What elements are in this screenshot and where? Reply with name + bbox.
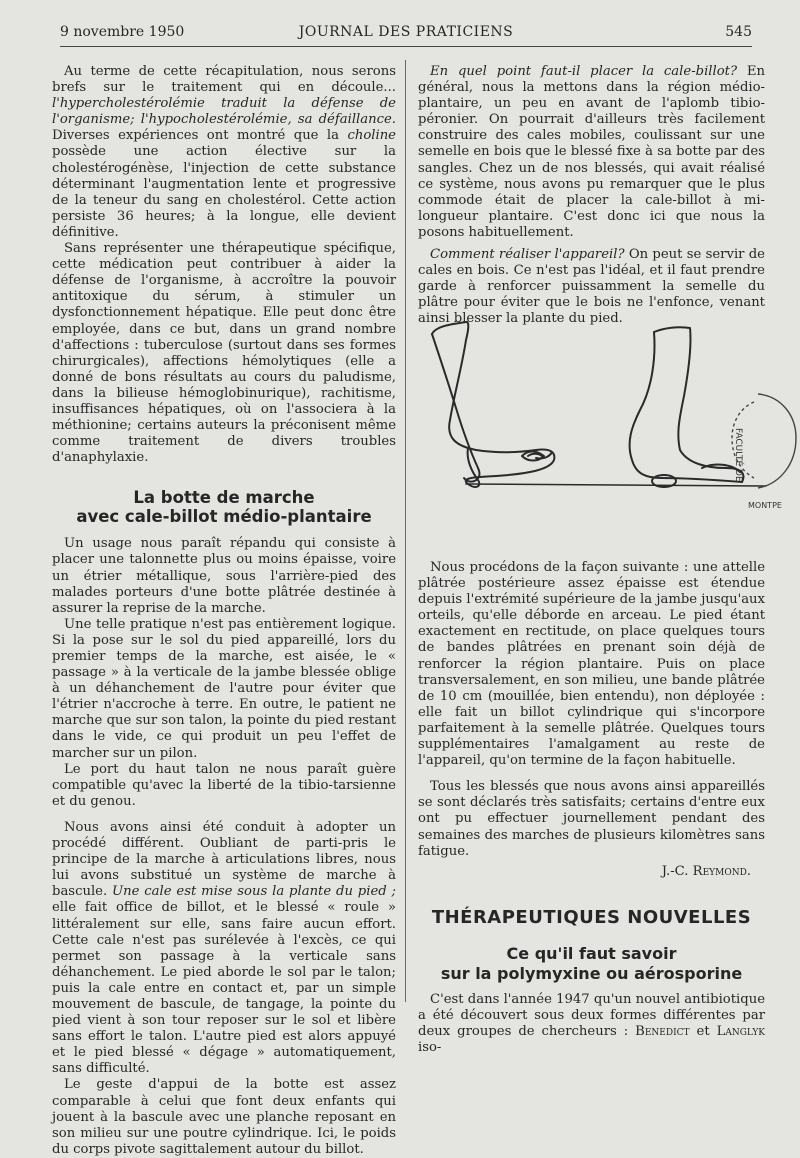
issue-date: 9 novembre 1950	[60, 24, 185, 40]
section-heading: La botte de marche avec cale-billot médio-plantaire	[76, 488, 372, 527]
left-column	[52, 64, 396, 1158]
paragraph: Le geste d'appui de la botte est assez comparable à celui que font deux enfants qui jouent à la bascule avec une planche reposant en son milieu sur une poutre cylindrique. Ici, le poids du corps pivote sagittalement autour du billot.	[52, 1077, 396, 1157]
paragraph: Sans représenter une thérapeutique spécifique, cette médication peut contribuer à aider la défense de l'organisme, à accroître la pouvoir antitoxique du sérum, à stimuler un dysfonctionnement hépatique. Elle peut donc être employée, dans ce but, dans un grand nombre d'affections : tuberculose (surtout dans ses formes chirurgicales), affections hémolytiques (elle a donné de bons résultats au cours du paludisme, dans la bilieuse hémoglobinurique), rachitisme, insuffisances hépatiques, où on l'associera à la méthionine; certains auteurs la préconisent même comme traitement de divers troubles d'anaphylaxie.	[52, 241, 396, 466]
paragraph: Le port du haut talon ne nous paraît guère compatible qu'avec la liberté de la tibio-tarsienne et du genou.	[52, 761, 396, 809]
paragraph: Comment réaliser l'appareil? On peut se servir de cales en bois. Ce n'est pas l'idéal, et il faut prendre garde à renforcer puissamment la semelle du plâtre pour éviter que le bois ne l'enfonce, venant ainsi blesser la plante du pied.	[418, 247, 765, 327]
paragraph: C'est dans l'année 1947 qu'un nouvel antibiotique a été découvert sous deux formes différentes par deux groupes de chercheurs : Benedict et Langlyk iso-	[418, 991, 765, 1056]
paragraph: Au terme de cette récapitulation, nous serons brefs sur le traitement qui en découle... l'hypercholestérolémie traduit la défense de l'organisme; l'hypocholestérolémie, sa défaillance. Diverses expériences ont montré que la choline possède une action élective sur la cholestérogénèse, l'injection de cette substance déterminant l'augmentation lente et progressive de la teneur du sang en cholestérol. Cette action persiste 36 heures; à la longue, elle devient définitive.	[52, 64, 396, 240]
paragraph: Nous procédons de la façon suivante : une attelle plâtrée postérieure assez épaisse est étendue depuis l'extrémité supérieure de la jambe jusqu'aux orteils, qu'elle déborde en arceau. Le pied étant exactement en rectitude, on place quelques tours de bandes plâtrées en prenant soin déjà de renforcer la région plantaire. Puis on place transversalement, en son milieu, une bande plâtrée de 10 cm (mouillée, bien entendu), non déployée : elle fait un billot cylindrique qui s'incorpore parfaitement à la semelle plâtrée. Quelques tours supplémentaires l'amalgament au reste de l'appareil, qu'on termine de la façon habituelle.	[418, 560, 765, 769]
paragraph: Nous avons ainsi été conduit à adopter un procédé différent. Oubliant de parti-pris le principe de la marche à articulations libres, nous lui avons substitué un système de marche à bascule. Une cale est mise sous la plante du pied ; elle fait office de billot, et le blessé « roule » littéralement sur elle, sans faire aucun effort. Cette cale n'est pas surélevée à l'excès, ce qui permet son passage à la verticale sans déhanchement. Le pied aborde le sol par le talon; puis la cale entre en contact et, par un simple mouvement de bascule, de tangage, la pointe du pied vient à son tour reposer sur le sol et libère sans effort le talon. L'autre pied est alors appuyé et le pied blessé « dégage » automatiquement, sans difficulté.	[52, 819, 397, 1077]
column-divider	[405, 60, 406, 1002]
stamp-text: MONTPE	[748, 501, 782, 510]
author-signature: J.-C. Reymond.	[661, 863, 751, 879]
paragraph: Un usage nous paraît répandu qui consiste à placer une talonnette plus ou moins épaisse, voire un étrier métallique, sous l'arrière-pied des malades porteurs d'une botte plâtrée destinée à assurer la reprise de la marche.	[52, 536, 396, 616]
article-title: Ce qu'il faut savoir sur la polymyxine ou aérosporine	[440, 943, 743, 983]
right-column-upper	[418, 64, 765, 328]
page-number: 545	[725, 24, 752, 40]
section-heading: THÉRAPEUTIQUES NOUVELLES	[431, 906, 752, 928]
stamp-text: FACULTÉ DE	[733, 428, 743, 482]
page-header	[60, 20, 752, 47]
right-column-lower	[418, 560, 765, 1056]
journal-title: JOURNAL DES PRATICIENS	[298, 24, 514, 40]
paragraph: Tous les blessés que nous avons ainsi appareillés se sont déclarés très satisfaits; certains d'entre eux ont pu effectuer journellement pendant des semaines des marches de plusieurs kilomètres sans fatigue.	[418, 779, 765, 859]
paragraph: Une telle pratique n'est pas entièrement logique. Si la pose sur le sol du pied appareillé, lors du premier temps de la marche, est aisée, le « passage » à la verticale de la jambe blessée oblige à un déhanchement de l'autre pour éviter que l'étrier n'accroche à terre. En outre, le patient ne marche que sur son talon, la pointe du pied restant dans le vide, ce qui produit un peu l'effet de marcher sur un pilon.	[52, 616, 396, 761]
paragraph: En quel point faut-il placer la cale-billot? En général, nous la mettons dans la région médio-plantaire, un peu en avant de l'aplomb tibio-péronier. On pourrait d'ailleurs très facilement construire des cales mobiles, coulissant sur une semelle en bois que le blessé fixe à sa botte par des sangles. Chez un de nos blessés, qui avait réalisé ce système, nous avons pu remarquer que le plus commode était de placer la cale-billot à mi-longueur plantaire. C'est donc ici que nous la posons habituellement.	[418, 64, 766, 240]
library-stamp	[718, 388, 800, 518]
